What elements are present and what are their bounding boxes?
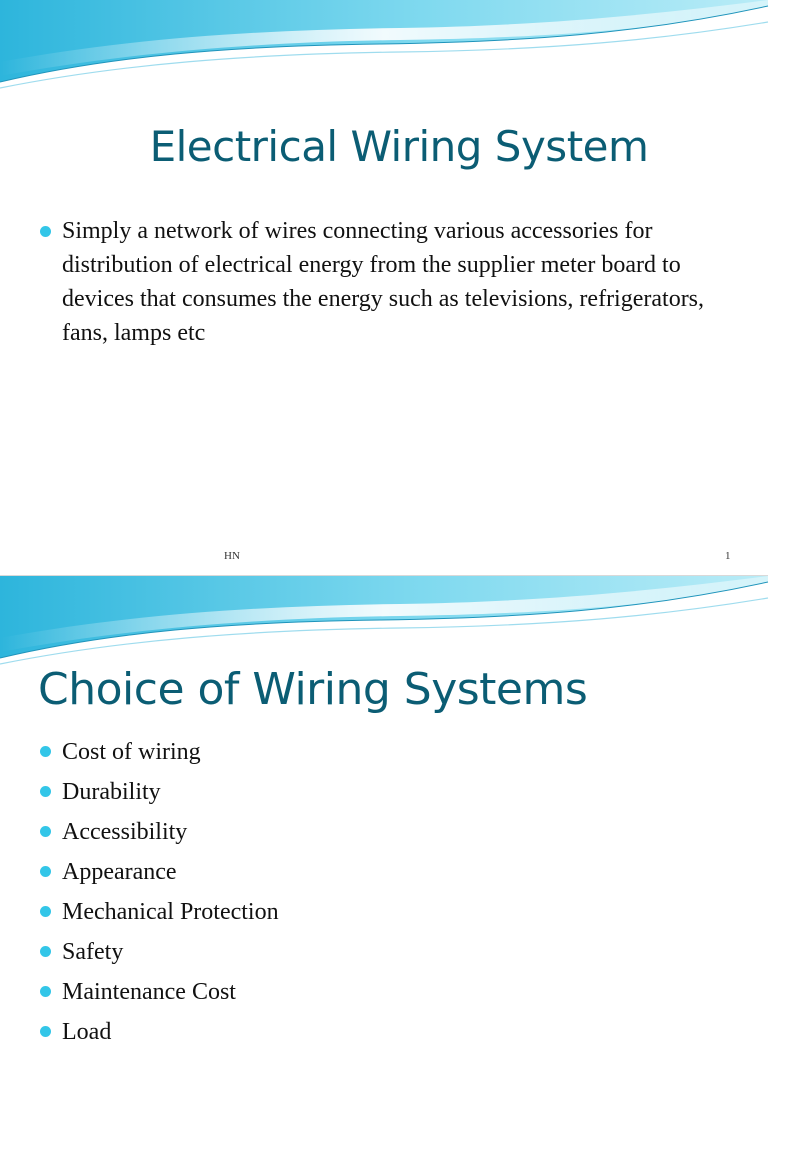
- bullet-text: Cost of wiring: [62, 739, 201, 765]
- footer-author: HN: [224, 550, 240, 562]
- bullet-dot-icon: [40, 946, 51, 957]
- list-item: [40, 812, 740, 852]
- bullet-dot-icon: [40, 866, 51, 877]
- bullet-dot-icon: [40, 746, 51, 757]
- slide-2: [0, 576, 768, 1152]
- bullet-dot-icon: [40, 226, 51, 237]
- wave-header-decoration: [0, 0, 768, 90]
- bullet-text: Accessibility: [62, 819, 188, 845]
- bullet-dot-icon: [40, 1026, 51, 1037]
- list-item: [40, 852, 740, 892]
- list-item: [40, 732, 740, 772]
- bullet-list: [40, 732, 740, 1052]
- bullet-text: Simply a network of wires connecting various accessories for distribution of electrical energy from the supplier meter board to devices that consumes the energy such as televisions, refrigerators, fans, lamps etc: [62, 218, 705, 346]
- bullet-text: Maintenance Cost: [62, 979, 236, 1005]
- bullet-dot-icon: [40, 906, 51, 917]
- list-item: [40, 892, 740, 932]
- list-item: [40, 1012, 740, 1052]
- bullet-dot-icon: [40, 826, 51, 837]
- list-item: [40, 972, 740, 1012]
- slide-title: Choice of Wiring Systems: [38, 664, 588, 715]
- bullet-dot-icon: [40, 786, 51, 797]
- page-number: 1: [725, 550, 731, 562]
- bullet-text: Safety: [62, 939, 124, 965]
- wave-header-decoration: [0, 576, 768, 666]
- list-item: [40, 932, 740, 972]
- bullet-dot-icon: [40, 986, 51, 997]
- bullet-text: Appearance: [62, 859, 177, 885]
- bullet-text: Load: [62, 1019, 112, 1045]
- list-item: [40, 214, 740, 350]
- bullet-text: Durability: [62, 779, 161, 805]
- slide-title: Electrical Wiring System: [149, 122, 649, 171]
- bullet-text: Mechanical Protection: [62, 899, 279, 925]
- slide-1: [0, 0, 768, 576]
- list-item: [40, 772, 740, 812]
- bullet-list: [40, 214, 740, 350]
